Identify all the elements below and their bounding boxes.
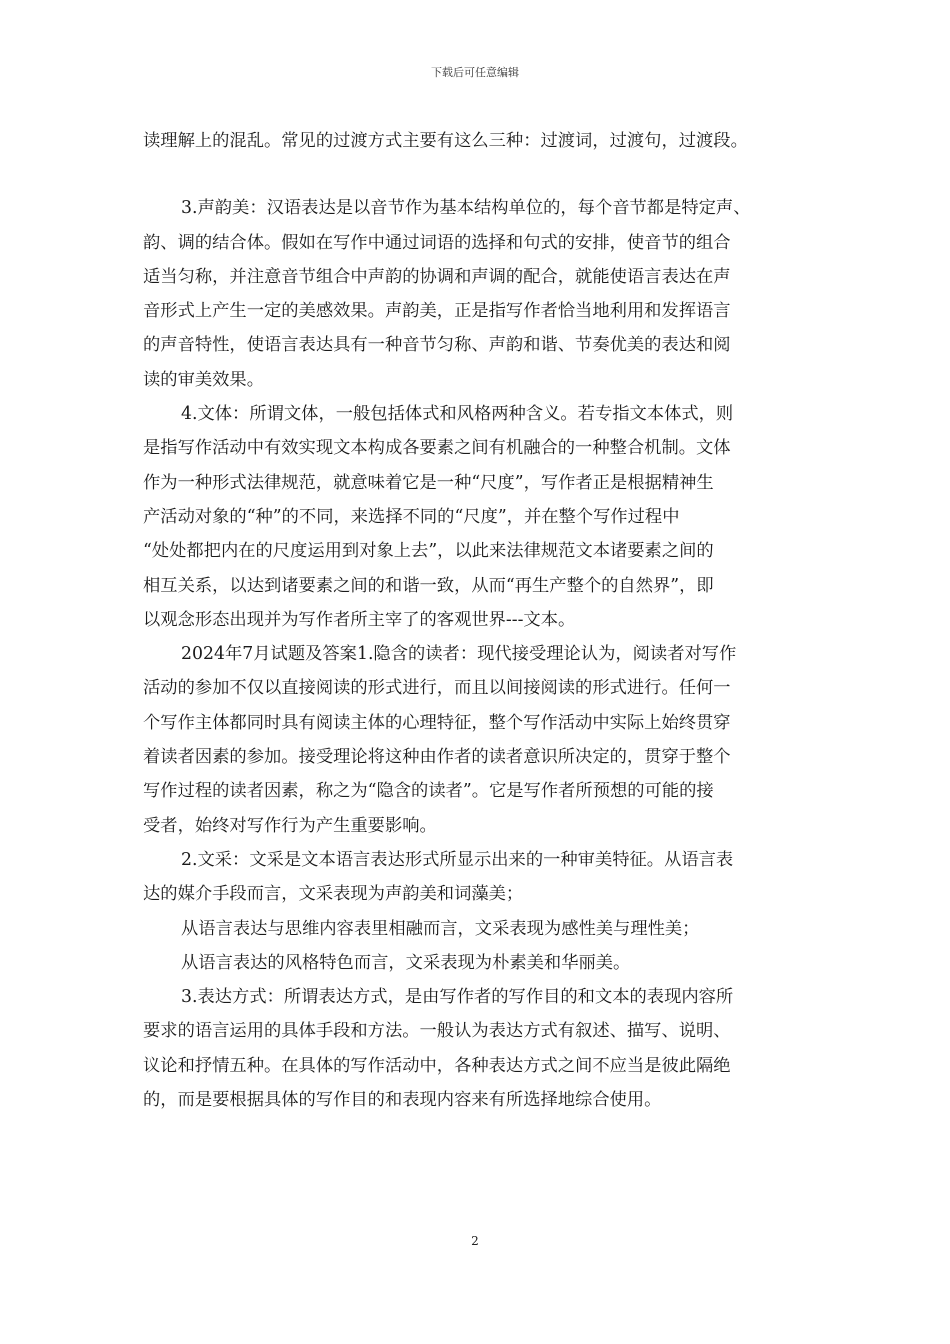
body-line: 从语言表达的风格特色而言，文采表现为朴素美和华丽美。: [181, 952, 631, 973]
body-line: 产活动对象的“种”的不同，来选择不同的“尺度”，并在整个写作过程中: [143, 506, 680, 527]
body-line: 3.表达方式：所谓表达方式，是由写作者的写作目的和文本的表现内容所: [181, 987, 734, 1008]
body-line: 2024年7月试题及答案1.隐含的读者：现代接受理论认为，阅读者对写作: [181, 644, 737, 665]
body-line: 适当匀称，并注意音节组合中声韵的协调和声调的配合，就能使语言表达在声: [143, 266, 731, 287]
body-line: 音形式上产生一定的美感效果。声韵美，正是指写作者恰当地利用和发挥语言: [143, 301, 731, 322]
body-line: 达的媒介手段而言，文采表现为声韵美和词藻美；: [143, 884, 524, 905]
page-header-note: 下载后可任意编辑: [431, 66, 519, 79]
body-line: 个写作主体都同时具有阅读主体的心理特征，整个写作活动中实际上始终贯穿: [143, 712, 731, 733]
body-line: 4.文体：所谓文体，一般包括体式和风格两种含义。若专指文本体式，则: [181, 404, 734, 425]
body-line: 以观念形态出现并为写作者所主宰了的客观世界---文本。: [143, 609, 576, 630]
body-line: 读理解上的混乱。常见的过渡方式主要有这么三种：过渡词，过渡句，过渡段。: [143, 131, 748, 151]
body-line: 是指写作活动中有效实现文本构成各要素之间有机融合的一种整合机制。文体: [143, 438, 731, 459]
body-line: 作为一种形式法律规范，就意味着它是一种“尺度”，写作者正是根据精神生: [143, 472, 714, 493]
body-line: 活动的参加不仅以直接阅读的形式进行，而且以间接阅读的形式进行。任何一: [143, 678, 731, 699]
body-line: 从语言表达与思维内容表里相融而言，文采表现为感性美与理性美；: [181, 918, 700, 939]
paragraph-gap: [143, 158, 827, 191]
document-body: [143, 124, 827, 1117]
body-line: 读的审美效果。: [143, 369, 264, 390]
body-line: “处处都把内在的尺度运用到对象上去”，以此来法律规范文本诸要素之间的: [143, 541, 714, 562]
body-line: 写作过程的读者因素，称之为“隐含的读者”。它是写作者所预想的可能的接: [143, 781, 714, 802]
body-line: 议论和抒情五种。在具体的写作活动中，各种表达方式之间不应当是彼此隔绝: [143, 1055, 731, 1076]
body-line: 要求的语言运用的具体手段和方法。一般认为表达方式有叙述、描写、说明、: [143, 1021, 731, 1042]
body-line: 韵、调的结合体。假如在写作中通过词语的选择和句式的安排，使音节的组合: [143, 232, 731, 253]
body-line: 的声音特性，使语言表达具有一种音节匀称、声韵和谐、节奏优美的表达和阅: [143, 335, 731, 356]
body-line: 受者，始终对写作行为产生重要影响。: [143, 815, 437, 836]
body-line: 相互关系，以达到诸要素之间的和谐一致，从而“再生产整个的自然界”，即: [143, 575, 714, 596]
body-line: 着读者因素的参加。接受理论将这种由作者的读者意识所决定的，贯穿于整个: [143, 747, 731, 768]
page-number: 2: [471, 1234, 479, 1248]
body-line: 3.声韵美：汉语表达是以音节作为基本结构单位的，每个音节都是特定声、: [181, 198, 751, 219]
body-line: 的，而是要根据具体的写作目的和表现内容来有所选择地综合使用。: [143, 1090, 662, 1111]
body-line: 2.文采：文采是文本语言表达形式所显示出来的一种审美特征。从语言表: [181, 849, 734, 870]
